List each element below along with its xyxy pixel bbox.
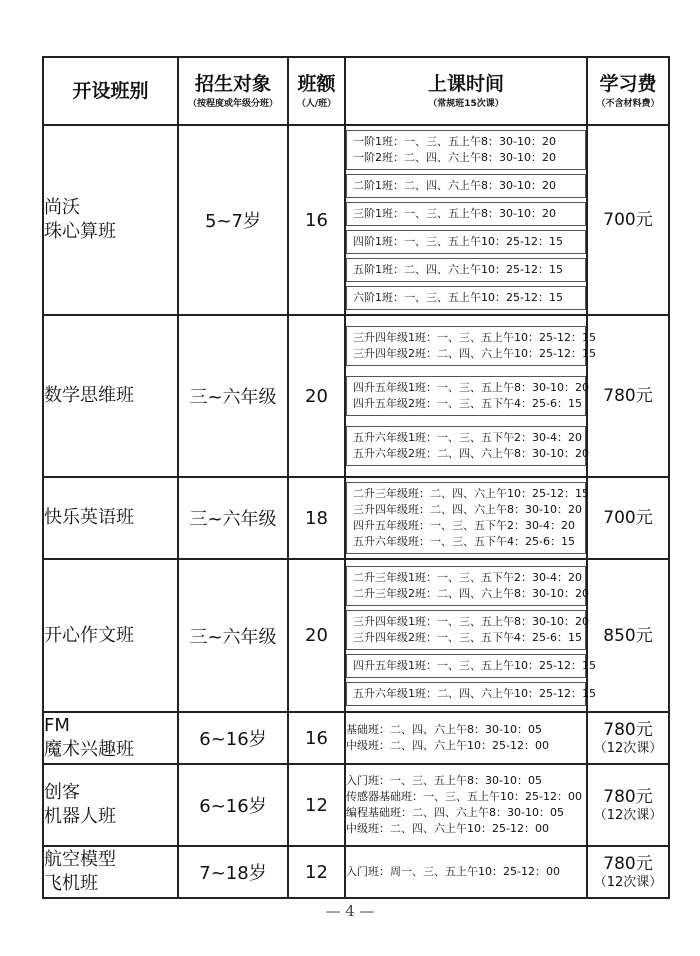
fee-cell xyxy=(587,125,669,315)
target-cell: 7~18岁 xyxy=(178,846,288,898)
schedule-line: 三阶1班：一、三、五上午8：30-10：20 xyxy=(353,207,556,220)
table-row xyxy=(43,477,669,559)
table-row xyxy=(43,315,669,477)
schedule-cell xyxy=(345,125,587,315)
schedule-line: 二升三年级班：二、四、六上午10：25-12：15 xyxy=(353,487,589,500)
class-name-line: 创客 xyxy=(44,782,80,803)
schedule-line: 二阶1班：二、四、六上午8：30-10：20 xyxy=(353,179,556,192)
header-class-type xyxy=(43,57,178,125)
schedule-line: 入门班：周一、三、五上午10：25-12：00 xyxy=(346,865,560,878)
class-size-cell: 20 xyxy=(288,559,345,712)
page-number: — 4 — xyxy=(325,902,375,920)
schedule-group xyxy=(346,376,589,416)
target-cell: 6~16岁 xyxy=(178,764,288,846)
fee-cell xyxy=(587,764,669,846)
schedule-cell xyxy=(345,712,587,764)
header-fee-note: （不含材料费） xyxy=(596,98,660,109)
header-size-label: 班额 xyxy=(297,72,336,95)
class-size-cell: 18 xyxy=(288,477,345,559)
schedule-cell xyxy=(345,559,596,712)
class-size-cell: 16 xyxy=(288,712,345,764)
schedule-line: 传感器基础班：一、三、五上午10：25-12：00 xyxy=(346,790,582,803)
schedule-line: 四阶1班：一、三、五上午10：25-12：15 xyxy=(353,235,563,248)
header-fee xyxy=(587,57,669,125)
schedule-line: 三升四年级2班：二、四、六上午10：25-12：15 xyxy=(353,347,596,360)
schedule-cell xyxy=(345,315,596,477)
schedule-line: 五升六年级2班：二、四、六上午8：30-10：20 xyxy=(353,447,589,460)
schedule-cell xyxy=(345,764,587,846)
schedule-line: 四升五年级2班：一、三、五下午4：25-6：15 xyxy=(353,397,582,410)
schedule-group xyxy=(346,654,596,678)
class-name-line: 数学思维班 xyxy=(44,385,134,406)
header-target xyxy=(178,57,288,125)
fee-cell xyxy=(587,559,669,712)
header-time-label: 上课时间 xyxy=(427,72,504,95)
schedule-group xyxy=(346,174,586,198)
class-name-line: 机器人班 xyxy=(44,806,116,827)
schedule-line: 二升三年级2班：二、四、六上午8：30-10：20 xyxy=(353,586,589,600)
table-row xyxy=(43,764,669,846)
class-name-cell xyxy=(43,764,178,846)
schedule-group xyxy=(346,426,589,466)
header-fee-label: 学习费 xyxy=(599,72,657,95)
header-class-type-label: 开设班别 xyxy=(72,80,149,102)
schedule-line: 基础班：二、四、六上午8：30-10：05 xyxy=(346,723,542,736)
schedule-line: 四升五年级1班：一、三、五上午8：30-10：20 xyxy=(353,381,589,394)
header-target-note: （按程度或年级分班） xyxy=(187,98,278,109)
schedule-group xyxy=(346,682,596,706)
class-name-cell xyxy=(43,125,178,315)
class-name-line: FM xyxy=(44,715,70,736)
fee-value: 780元 xyxy=(603,720,653,740)
schedule-group xyxy=(346,286,586,310)
target-cell: 5~7岁 xyxy=(178,125,288,315)
table-row xyxy=(43,846,669,898)
fee-value: 700元 xyxy=(603,508,653,528)
class-size-cell: 12 xyxy=(288,764,345,846)
schedule-cell xyxy=(345,846,587,898)
class-name-line: 魔术兴趣班 xyxy=(44,739,134,760)
schedule-line: 一阶1班：一、三、五上午8：30-10：20 xyxy=(353,135,556,148)
class-size-cell: 16 xyxy=(288,125,345,315)
schedule-line: 一阶2班：二、四、六上午8：30-10：20 xyxy=(353,151,556,164)
schedule-line: 三升四年级班：二、四、六上午8：30-10：20 xyxy=(353,503,582,516)
schedule-line: 五升六年级1班：二、四、六上午10：25-12：15 xyxy=(353,686,596,700)
fee-cell xyxy=(587,712,669,764)
class-name-cell xyxy=(43,315,178,477)
schedule-line: 中级班：二、四、六上午10：25-12：00 xyxy=(346,822,549,835)
schedule-line: 中级班：二、四、六上午10：25-12：00 xyxy=(346,739,549,752)
header-time-note: （常规班15次课） xyxy=(428,98,504,109)
table-row xyxy=(43,559,669,712)
target-cell: 三~六年级 xyxy=(178,477,288,559)
schedule-cell xyxy=(345,477,587,559)
class-name-line: 尚沃 xyxy=(44,197,80,218)
class-name-cell xyxy=(43,846,178,898)
class-size-cell: 20 xyxy=(288,315,345,477)
table-body xyxy=(43,125,669,898)
schedule-group xyxy=(346,230,586,254)
target-cell: 6~16岁 xyxy=(178,712,288,764)
header-size-note: （人/班） xyxy=(296,98,337,109)
class-name-line: 快乐英语班 xyxy=(44,507,134,528)
class-name-line: 航空模型 xyxy=(44,849,116,870)
class-name-cell xyxy=(43,559,178,712)
schedule-line: 编程基础班：二、四、六上午8：30-10：05 xyxy=(346,806,564,819)
fee-value: 700元 xyxy=(603,210,653,230)
schedule-line: 五升六年级班：一、三、五下午4：25-6：15 xyxy=(353,535,575,548)
header-target-label: 招生对象 xyxy=(194,72,271,95)
schedule-group xyxy=(346,326,596,366)
schedule-group xyxy=(346,482,589,554)
schedule-line: 五阶1班：二、四、六上午10：25-12：15 xyxy=(353,263,563,276)
class-name-cell xyxy=(43,712,178,764)
schedule-line: 三升四年级2班：一、三、五下午4：25-6：15 xyxy=(353,630,582,644)
fee-value: 780元 xyxy=(603,386,653,406)
table-row xyxy=(43,712,669,764)
schedule-group xyxy=(346,566,589,606)
schedule-line: 六阶1班：一、三、五上午10：25-12：15 xyxy=(353,291,563,304)
header-row xyxy=(43,57,669,125)
fee-cell xyxy=(587,315,669,477)
target-cell: 三~六年级 xyxy=(178,315,288,477)
schedule-group xyxy=(346,610,589,650)
fee-value: 850元 xyxy=(603,625,653,646)
schedule-group xyxy=(346,258,586,282)
header-size xyxy=(288,57,345,125)
fee-note: （12次课） xyxy=(593,808,663,823)
class-size-cell: 12 xyxy=(288,846,345,898)
class-name-cell xyxy=(43,477,178,559)
fee-note: （12次课） xyxy=(593,875,663,890)
schedule-line: 三升四年级1班：一、三、五上午10：25-12：15 xyxy=(353,331,596,344)
fee-note: （12次课） xyxy=(593,741,663,756)
table-row xyxy=(43,125,669,315)
schedule-line: 四升五年级班：一、三、五下午2：30-4：20 xyxy=(353,519,575,532)
fee-value: 780元 xyxy=(603,854,653,874)
class-name-line: 珠心算班 xyxy=(44,221,116,242)
fee-cell xyxy=(587,477,669,559)
schedule-line: 四升五年级1班：一、三、五上午10：25-12：15 xyxy=(353,658,596,672)
schedule-line: 入门班：一、三、五上午8：30-10：05 xyxy=(346,774,542,787)
header-time xyxy=(345,57,587,125)
enrollment-table xyxy=(42,56,670,899)
schedule-group xyxy=(346,202,586,226)
class-name-line: 开心作文班 xyxy=(44,624,134,646)
schedule-line: 五升六年级1班：一、三、五下午2：30-4：20 xyxy=(353,431,582,444)
schedule-line: 二升三年级1班：一、三、五下午2：30-4：20 xyxy=(353,570,582,584)
schedule-group xyxy=(346,130,586,170)
fee-value: 780元 xyxy=(603,787,653,807)
target-cell: 三~六年级 xyxy=(178,559,288,712)
class-name-line: 飞机班 xyxy=(44,873,98,894)
schedule-line: 三升四年级1班：一、三、五上午8：30-10：20 xyxy=(353,614,589,628)
fee-cell xyxy=(587,846,669,898)
